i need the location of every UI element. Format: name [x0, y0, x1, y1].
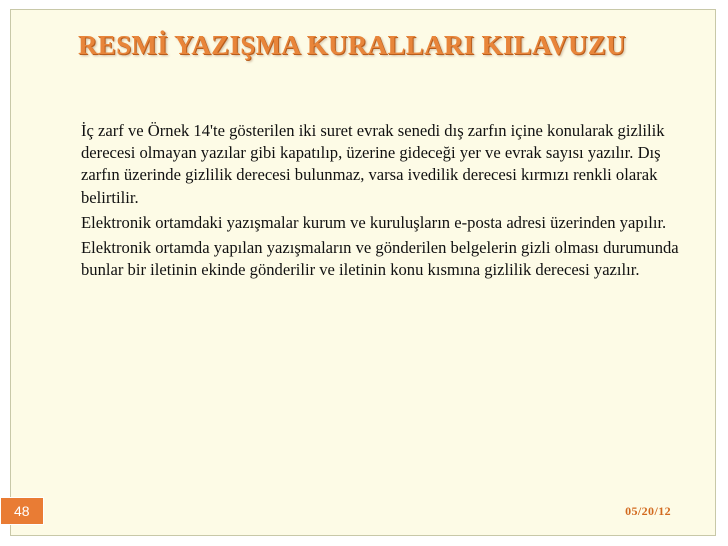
- slide-body: [81, 120, 689, 284]
- slide-date: 05/20/12: [625, 504, 671, 518]
- page-number-badge: 48: [0, 497, 44, 525]
- paragraph-email-correspondence: Elektronik ortamdaki yazışmalar kurum ve kuruluşların e-posta adresi üzerinden yapılır.: [81, 212, 667, 232]
- paragraph-confidential-attachments: Elektronik ortamda yapılan yazışmaların ve gönderilen belgelerin gizli olması durumunda bunlar bir iletinin ekinde gönderilir ve iletinin konu kısmına gizlilik derecesi yazılır.: [81, 238, 679, 280]
- slide-title: RESMİ YAZIŞMA KURALLARI KILAVUZU: [78, 30, 626, 60]
- paragraph-inner-envelope: İç zarf ve Örnek 14'te gösterilen iki suret evrak senedi dış zarfın içine konularak gizlilik derecesi olmayan yazılar gibi kapatılıp, üzerine gideceği yer ve evrak sayısı yazılır. Dış zarfın üzerinde gizlilik derecesi bulunmaz, varsa ivedilik derecesi kırmızı renkli olarak belirtilir.: [81, 121, 665, 207]
